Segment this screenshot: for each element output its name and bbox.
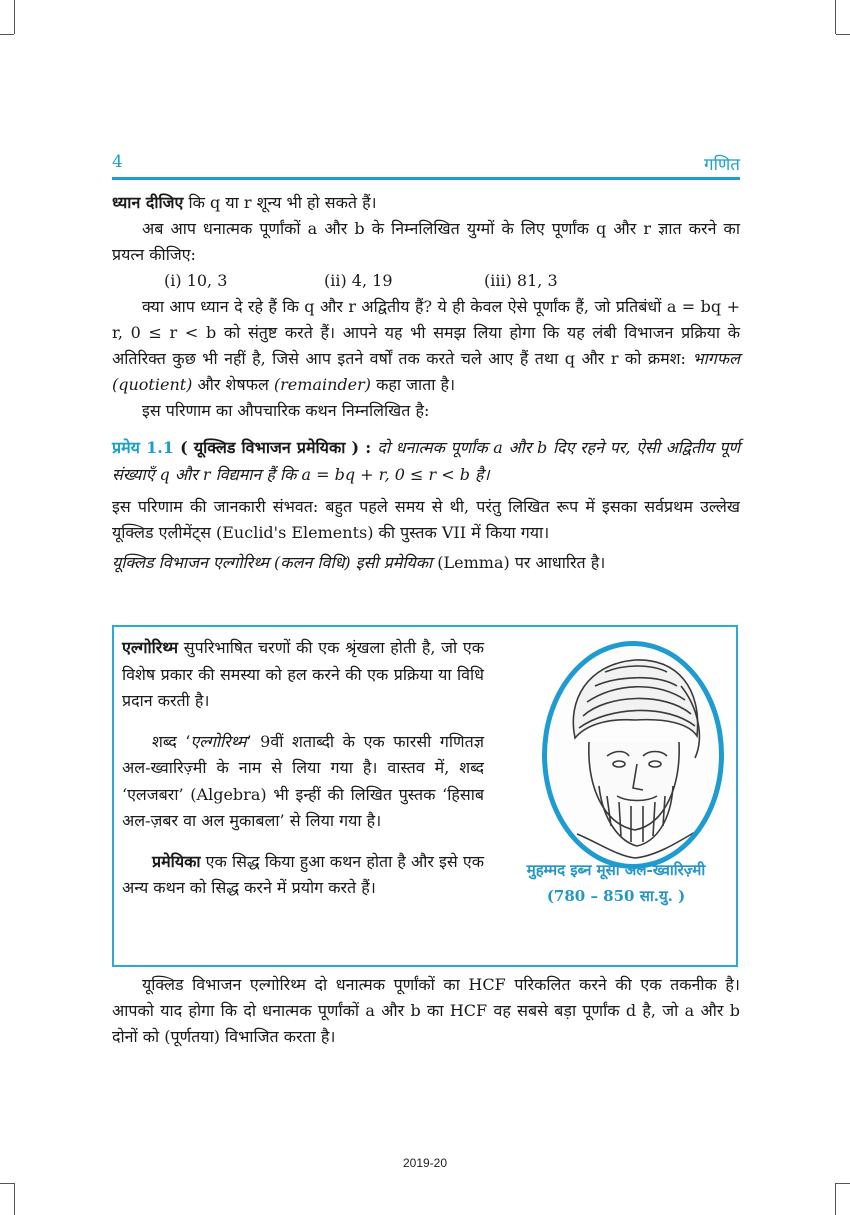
hcf-paragraph: यूक्लिड विभाजन एल्गोरिथ्म दो धनात्मक पूर्णांकों का HCF परिकलित करने की एक तकनीक है। आपको याद होगा कि दो धनात्मक पूर्णांकों a और b का HCF वह सबसे बड़ा पूर्णांक d है, जो a और b दोनों को (पूर्णतया) विभाजित करता है।	[112, 975, 740, 1046]
algorithm-definition	[122, 635, 484, 715]
crop-mark	[14, 0, 15, 34]
theorem-label: प्रमेय 1.1	[112, 438, 174, 457]
subject-title: गणित	[704, 155, 740, 175]
lemma-term: प्रमेयिका	[152, 851, 201, 871]
caption-name: मुहम्मद इब्न मूसा अल-ख्वारिज़्मी	[526, 861, 706, 879]
crop-mark	[835, 0, 836, 34]
crop-mark	[836, 1183, 850, 1184]
crop-mark	[0, 34, 14, 35]
theorem-block	[112, 434, 740, 488]
portrait-image	[547, 646, 719, 864]
uniqueness-text: क्या आप ध्यान दे रहे हैं कि q और r अद्वितीय हैं? ये ही केवल ऐसे पूर्णांक हैं, जो प्रतिबंधों a = bq + r, 0 ≤ r < b को संतुष्ट करते हैं। आपने यह भी समझ लिया होगा कि यह लंबी विभाजन प्रक्रिया के अतिरिक्त कुछ भी नहीं है, जिसे आप इतने वर्षों तक करते चले आए हैं तथा q और r को क्रमश:	[112, 297, 740, 368]
hcf-section	[112, 972, 740, 1050]
crop-mark	[14, 1183, 15, 1215]
crop-mark	[835, 1183, 836, 1215]
algorithm-basis-paragraph	[112, 550, 740, 576]
algorithm-term: एल्गोरिथ्म	[122, 638, 179, 657]
history-paragraph: इस परिणाम की जानकारी संभवत: बहुत पहले समय से थी, परंतु लिखित रूप में इसका सर्वप्रथम उल्लेख यूक्लिड एलीमेंट्स (Euclid's Elements) की पुस्तक VII में किया गया।	[112, 497, 740, 542]
page-header	[112, 152, 740, 178]
formal-statement-intro: इस परिणाम का औपचारिक कथन निम्नलिखित है:	[142, 401, 430, 420]
crop-mark	[836, 34, 850, 35]
notice-paragraph	[112, 190, 740, 216]
algorithm-basis-italic: यूक्लिड विभाजन एल्गोरिथ्म (कलन विधि) इसी प्रमेयिका	[112, 553, 433, 572]
remainder-term: (remainder)	[273, 375, 371, 394]
pair-item: (iii) 81, 3	[484, 271, 558, 290]
etymology-term: एल्गोरिथ्म	[190, 731, 247, 751]
info-box-text	[122, 635, 484, 902]
info-box	[112, 625, 738, 967]
etymology-text: ’ 9वीं शताब्दी के एक फारसी गणितज्ञ अल-ख्वारिज़्मी के नाम से लिया गया है। वास्तव में, शब्द ‘एलजबरा’ (Algebra) भी इन्हीं की लिखित पुस्तक ‘हिसाब अल-ज़बर वा अल मुकाबला’ से लिया गया है।	[122, 731, 484, 830]
etymology-paragraph	[122, 729, 484, 835]
theorem-name: ( यूक्लिड विभाजन प्रमेयिका ) :	[173, 438, 378, 457]
lemma-definition	[122, 849, 484, 902]
pairs-intro-paragraph: अब आप धनात्मक पूर्णांकों a और b के निम्नलिखित युग्मों के लिए पूर्णांक q और r ज्ञात करने का प्रयत्न कीजिए:	[112, 219, 740, 264]
algorithm-definition-text: सुपरिभाषित चरणों की एक श्रृंखला होती है, जो एक विशेष प्रकार की समस्या को हल करने की एक प्रक्रिया या विधि प्रदान करती है।	[122, 638, 484, 710]
notice-text: कि q या r शून्य भी हो सकते हैं।	[183, 193, 377, 212]
crop-mark	[0, 1183, 14, 1184]
uniqueness-paragraph	[112, 294, 740, 398]
caption-years: (780 – 850 सा.यु. )	[546, 887, 686, 905]
header-rule	[112, 177, 740, 180]
pair-item: (i) 10, 3	[164, 271, 228, 290]
portrait-caption	[496, 857, 736, 909]
uniqueness-end: कहा जाता है।	[371, 375, 456, 394]
pairs-list	[164, 268, 740, 294]
page-number: 4	[112, 152, 123, 172]
quotient-term: भागफल (quotient)	[112, 349, 740, 394]
portrait-frame	[542, 641, 724, 869]
page-footer: 2019-20	[402, 1156, 448, 1170]
lemma-definition-text: एक सिद्ध किया हुआ कथन होता है और इसे एक अन्य कथन को सिद्ध करने में प्रयोग करते हैं।	[122, 851, 484, 897]
etymology-lead: शब्द ‘	[152, 731, 191, 751]
main-text	[112, 190, 740, 576]
uniqueness-middle: और शेषफल	[192, 375, 274, 394]
notice-lead: ध्यान दीजिए	[112, 193, 184, 212]
theorem-statement: दो धनात्मक पूर्णांक a और b दिए रहने पर, ऐसी अद्वितीय पूर्ण संख्याएँ q और r विद्यमान हैं कि a = bq + r, 0 ≤ r < b है।	[112, 438, 740, 484]
pair-item: (ii) 4, 19	[324, 271, 393, 290]
algorithm-basis-text: (Lemma) पर आधारित है।	[432, 553, 606, 572]
